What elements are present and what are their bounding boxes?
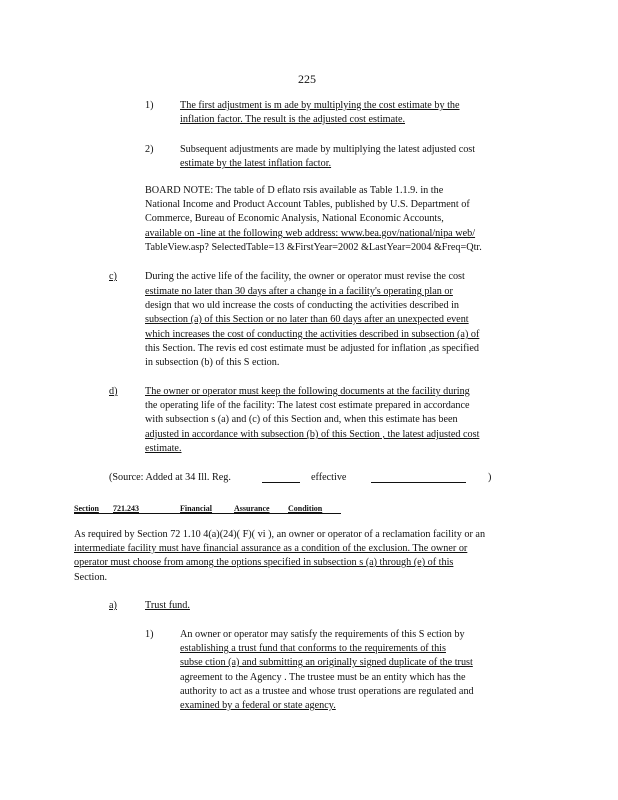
item-1-number: 1) bbox=[145, 100, 154, 111]
paragraph-c-label: c) bbox=[109, 271, 117, 282]
intro-line-2: intermediate facility must have financial assurance as a condition of the exclusion. The owner or bbox=[74, 543, 468, 554]
item-2-line-2: estimate by the latest inflation factor. bbox=[180, 158, 332, 169]
section-title-word-3: Condition bbox=[288, 504, 323, 513]
intro-line-4: Section. bbox=[74, 572, 108, 583]
board-note-line-3: Commerce, Bureau of Economic Analysis, National Economic Accounts, bbox=[145, 213, 444, 224]
item-1-line-1: The first adjustment is m ade by multiplying the cost estimate by the bbox=[180, 100, 460, 111]
paragraph-c-line-7: in subsection (b) of this S ection. bbox=[145, 357, 280, 368]
paragraph-c-line-2: estimate no later than 30 days after a change in a facility's operating plan or bbox=[145, 286, 453, 297]
page-number: 225 bbox=[298, 72, 316, 86]
paragraph-a1-line-2: establishing a trust fund that conforms to the requirements of this bbox=[180, 643, 446, 654]
section-title-word-2: Assurance bbox=[234, 504, 270, 513]
paragraph-a1-line-1: An owner or operator may satisfy the requirements of this S ection by bbox=[180, 629, 465, 640]
paragraph-a1-line-3: subse ction (a) and submitting an originally signed duplicate of the trust bbox=[180, 657, 473, 668]
paragraph-d-label: d) bbox=[109, 386, 118, 397]
intro-line-1: As required by Section 72 1.10 4(a)(24)( F)( vi ), an owner or operator of a reclamation facility or an bbox=[74, 529, 486, 540]
intro-line-3: operator must choose from among the options specified in subsection s (a) through (e) of this bbox=[74, 557, 454, 568]
paragraph-c-line-6: this Section. The revis ed cost estimate must be adjusted for inflation ,as specified bbox=[145, 343, 479, 354]
board-note-line-1: BOARD NOTE: The table of D eflato rsis available as Table 1.1.9. in the bbox=[145, 185, 444, 196]
paragraph-a1-line-5: authority to act as a trustee and whose trust operations are regulated and bbox=[180, 686, 474, 697]
paragraph-d-line-4: adjusted in accordance with subsection (b) of this Section , the latest adjusted cost bbox=[145, 429, 480, 440]
paragraph-c-line-5: which increases the cost of conducting the activities described in subsection (a) of bbox=[145, 329, 480, 340]
section-title-word-1: Financial bbox=[180, 504, 213, 513]
item-2-line-1: Subsequent adjustments are made by multiplying the latest adjusted cost bbox=[180, 144, 476, 155]
board-note-line-4: available on -line at the following web address: www.bea.gov/national/nipa web/ bbox=[145, 228, 476, 239]
board-note-line-2: National Income and Product Account Tables, published by U.S. Department of bbox=[145, 199, 470, 210]
section-heading-rule bbox=[74, 513, 341, 514]
paragraph-d-line-5: estimate. bbox=[145, 443, 182, 454]
paragraph-a1-number: 1) bbox=[145, 629, 154, 640]
source-note-start: (Source: Added at 34 Ill. Reg. bbox=[109, 472, 231, 483]
paragraph-a-label: a) bbox=[109, 600, 117, 611]
source-note-end: ) bbox=[488, 472, 492, 483]
board-note-line-5: TableView.asp? SelectedTable=13 &FirstYear=2002 &LastYear=2004 &Freq=Qtr. bbox=[145, 242, 482, 253]
paragraph-a-heading: Trust fund. bbox=[145, 600, 190, 611]
paragraph-c-line-4: subsection (a) of this Section or no later than 60 days after an unexpected event bbox=[145, 314, 469, 325]
paragraph-d-line-1: The owner or operator must keep the following documents at the facility during bbox=[145, 386, 470, 397]
paragraph-c-line-3: design that wo uld increase the costs of conducting the activities described in bbox=[145, 300, 460, 311]
source-blank-register bbox=[262, 473, 300, 483]
paragraph-c-line-1: During the active life of the facility, the owner or operator must revise the cost bbox=[145, 271, 465, 282]
section-number: 721.243 bbox=[113, 504, 139, 513]
paragraph-a1-line-6: examined by a federal or state agency. bbox=[180, 700, 336, 711]
item-1-line-2: inflation factor. The result is the adjusted cost estimate. bbox=[180, 114, 406, 125]
source-note-effective: effective bbox=[311, 472, 347, 483]
section-label: Section bbox=[74, 504, 99, 513]
paragraph-d-line-2: the operating life of the facility: The latest cost estimate prepared in accordance bbox=[145, 400, 470, 411]
paragraph-d-line-3: with subsection s (a) and (c) of this Section and, when this estimate has been bbox=[145, 414, 458, 425]
item-2-number: 2) bbox=[145, 144, 154, 155]
paragraph-a1-line-4: agreement to the Agency . The trustee must be an entity which has the bbox=[180, 672, 466, 683]
source-blank-date bbox=[371, 473, 466, 483]
